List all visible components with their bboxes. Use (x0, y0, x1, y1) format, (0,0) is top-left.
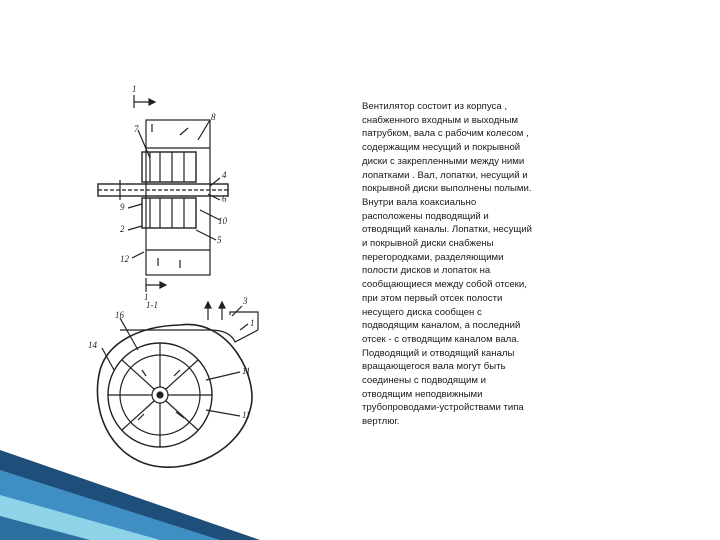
text-line: Подводящий и отводящий каналы (362, 347, 515, 359)
label-section-title: 1-1 (146, 300, 158, 310)
volute-housing (97, 324, 251, 467)
label-10: 10 (218, 216, 227, 226)
text-line: Вентилятор состоит из корпуса , (362, 101, 508, 112)
text-line: соединены с подводящим и (362, 375, 486, 387)
label-6: 6 (222, 194, 227, 204)
label-14: 14 (88, 340, 97, 350)
fan-diagram (80, 80, 350, 480)
text-line: перегородками, разделяющими (362, 251, 504, 263)
fan-drawing (80, 80, 350, 480)
label-section-marker-2: 1 (144, 292, 149, 302)
text-line: содержащим несущий и покрывной (362, 142, 521, 154)
label-1: 1 (250, 318, 255, 328)
label-2: 2 (120, 224, 125, 234)
label-4: 4 (222, 170, 227, 180)
text-line: Внутри вала коаксиально (362, 196, 477, 208)
label-7: 7 (134, 124, 139, 134)
label-12: 12 (120, 254, 129, 264)
text-line: и покрывной диски снабжены (362, 238, 494, 250)
text-line: отводящим неподвижными (362, 388, 483, 400)
label-3: 3 (243, 296, 248, 306)
text-line: при этом первый отсек полости (362, 292, 503, 304)
label-section-marker-1: 1 (132, 84, 137, 94)
text-line: подводящим каналом, а последний (362, 320, 521, 332)
label-16: 16 (115, 310, 124, 320)
arrow-head (149, 99, 155, 105)
text-line: полости дисков и лопаток на (362, 265, 491, 277)
text-line: трубопроводами-устройствами типа (362, 402, 524, 414)
label-8: 8 (211, 112, 216, 122)
text-line: сообщающиеся между собой отсеки, (362, 279, 527, 291)
text-line: лопатками . Вал, лопатки, несущий и (362, 169, 528, 181)
label-11-upper: 11 (242, 366, 251, 376)
text-line: вращающегося вала могут быть (362, 361, 506, 373)
text-line: отводящий каналы. Лопатки, несущий (362, 224, 532, 236)
text-line: снабженного входным и выходным (362, 114, 518, 126)
text-line: патрубком, вала с рабочим колесом , (362, 128, 529, 140)
text-line: несущего диска сообщен с (362, 306, 482, 318)
label-9: 9 (120, 202, 125, 212)
text-line: диски с закрепленными между ними (362, 155, 525, 167)
description-text (362, 100, 592, 429)
text-line: расположены подводящий и (362, 210, 489, 222)
text-line: покрывной диски выполнены полыми. (362, 183, 532, 195)
text-line: отсек - с отводящим каналом вала. (362, 333, 520, 345)
label-11-lower: 11 (242, 410, 251, 420)
corner-decoration (0, 450, 260, 540)
text-line: вертлюг. (362, 416, 400, 428)
wave-decoration (0, 450, 260, 540)
label-5: 5 (217, 235, 222, 245)
